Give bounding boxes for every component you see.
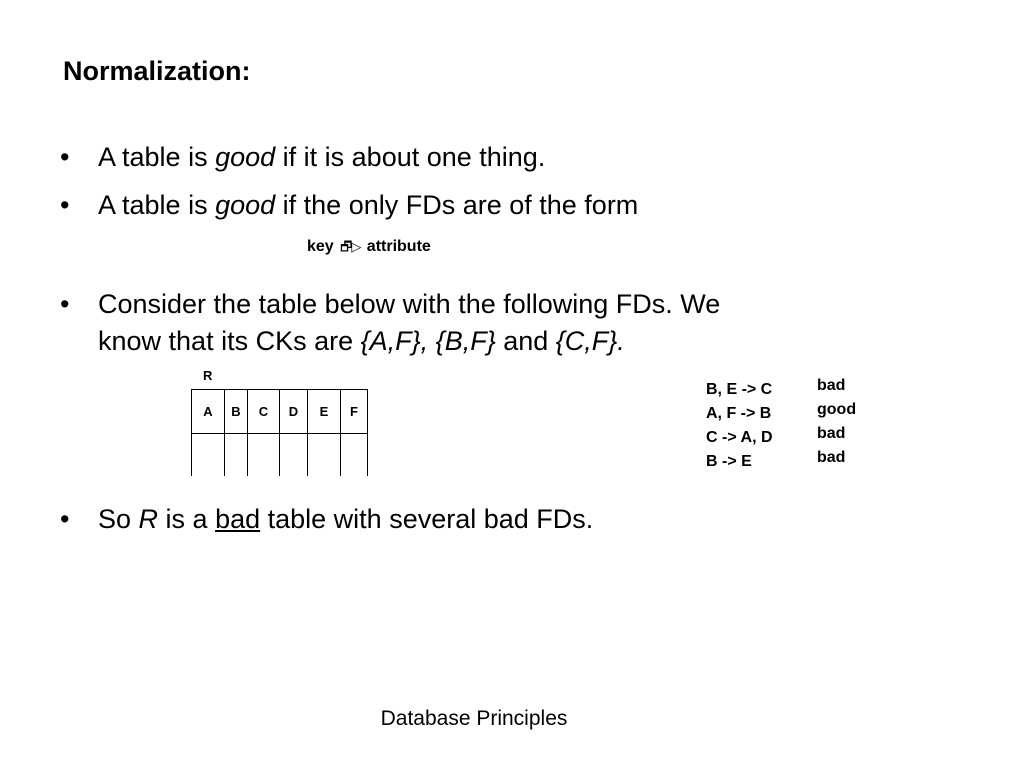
slide-title: Normalization: (63, 56, 251, 86)
bullet-1-text: A table is good if it is about one thing. (98, 142, 546, 172)
candidate-key-bf: {B,F} (435, 326, 496, 356)
fd-text: C -> A, D (706, 429, 773, 446)
fd-text: A, F -> B (706, 405, 772, 422)
table-cell (341, 434, 368, 477)
relation-header-row (192, 390, 368, 434)
table-cell (248, 434, 280, 477)
fd-form-key-attribute: key 🗗▷ attribute (307, 238, 431, 255)
fd-verdict: bad (817, 377, 846, 394)
table-cell (225, 434, 248, 477)
fd-text: B, E -> C (706, 381, 773, 398)
bullet-3-line1: Consider the table below with the following FDs. We (98, 289, 721, 319)
column-header: C (248, 390, 280, 434)
column-header: E (308, 390, 341, 434)
column-header: A (192, 390, 225, 434)
table-cell (280, 434, 308, 477)
fd-verdict: good (817, 401, 857, 418)
table-cell (192, 434, 225, 477)
column-header: D (280, 390, 308, 434)
bullet-4-text: So R is a bad table with several bad FDs. (98, 504, 594, 534)
fd-verdict: bad (817, 449, 846, 466)
candidate-key-cf: {C,F}. (555, 326, 625, 356)
bullet-marker: • (60, 289, 70, 319)
fd-text: B -> E (706, 453, 752, 470)
bullet-marker: • (60, 142, 70, 172)
bullet-marker: • (60, 504, 70, 534)
candidate-key-af: {A,F}, (360, 326, 429, 356)
bullet-2-text: A table is good if the only FDs are of the form (98, 190, 639, 220)
arrow-icon: 🗗▷ (340, 240, 361, 255)
column-header: F (341, 390, 368, 434)
column-header: B (225, 390, 248, 434)
bullet-3-text: Consider the table below with the following FDs. We know that its CKs are {A,F}, {B,F} and {C,F}. (98, 289, 721, 356)
table-cell (308, 434, 341, 477)
underlined-bad: bad (215, 504, 261, 534)
relation-name: R (203, 368, 213, 383)
relation-body-row (192, 434, 368, 477)
relation-table (191, 389, 368, 476)
fd-verdict: bad (817, 425, 846, 442)
slide-footer: Database Principles (380, 707, 568, 730)
bullet-marker: • (60, 190, 70, 220)
